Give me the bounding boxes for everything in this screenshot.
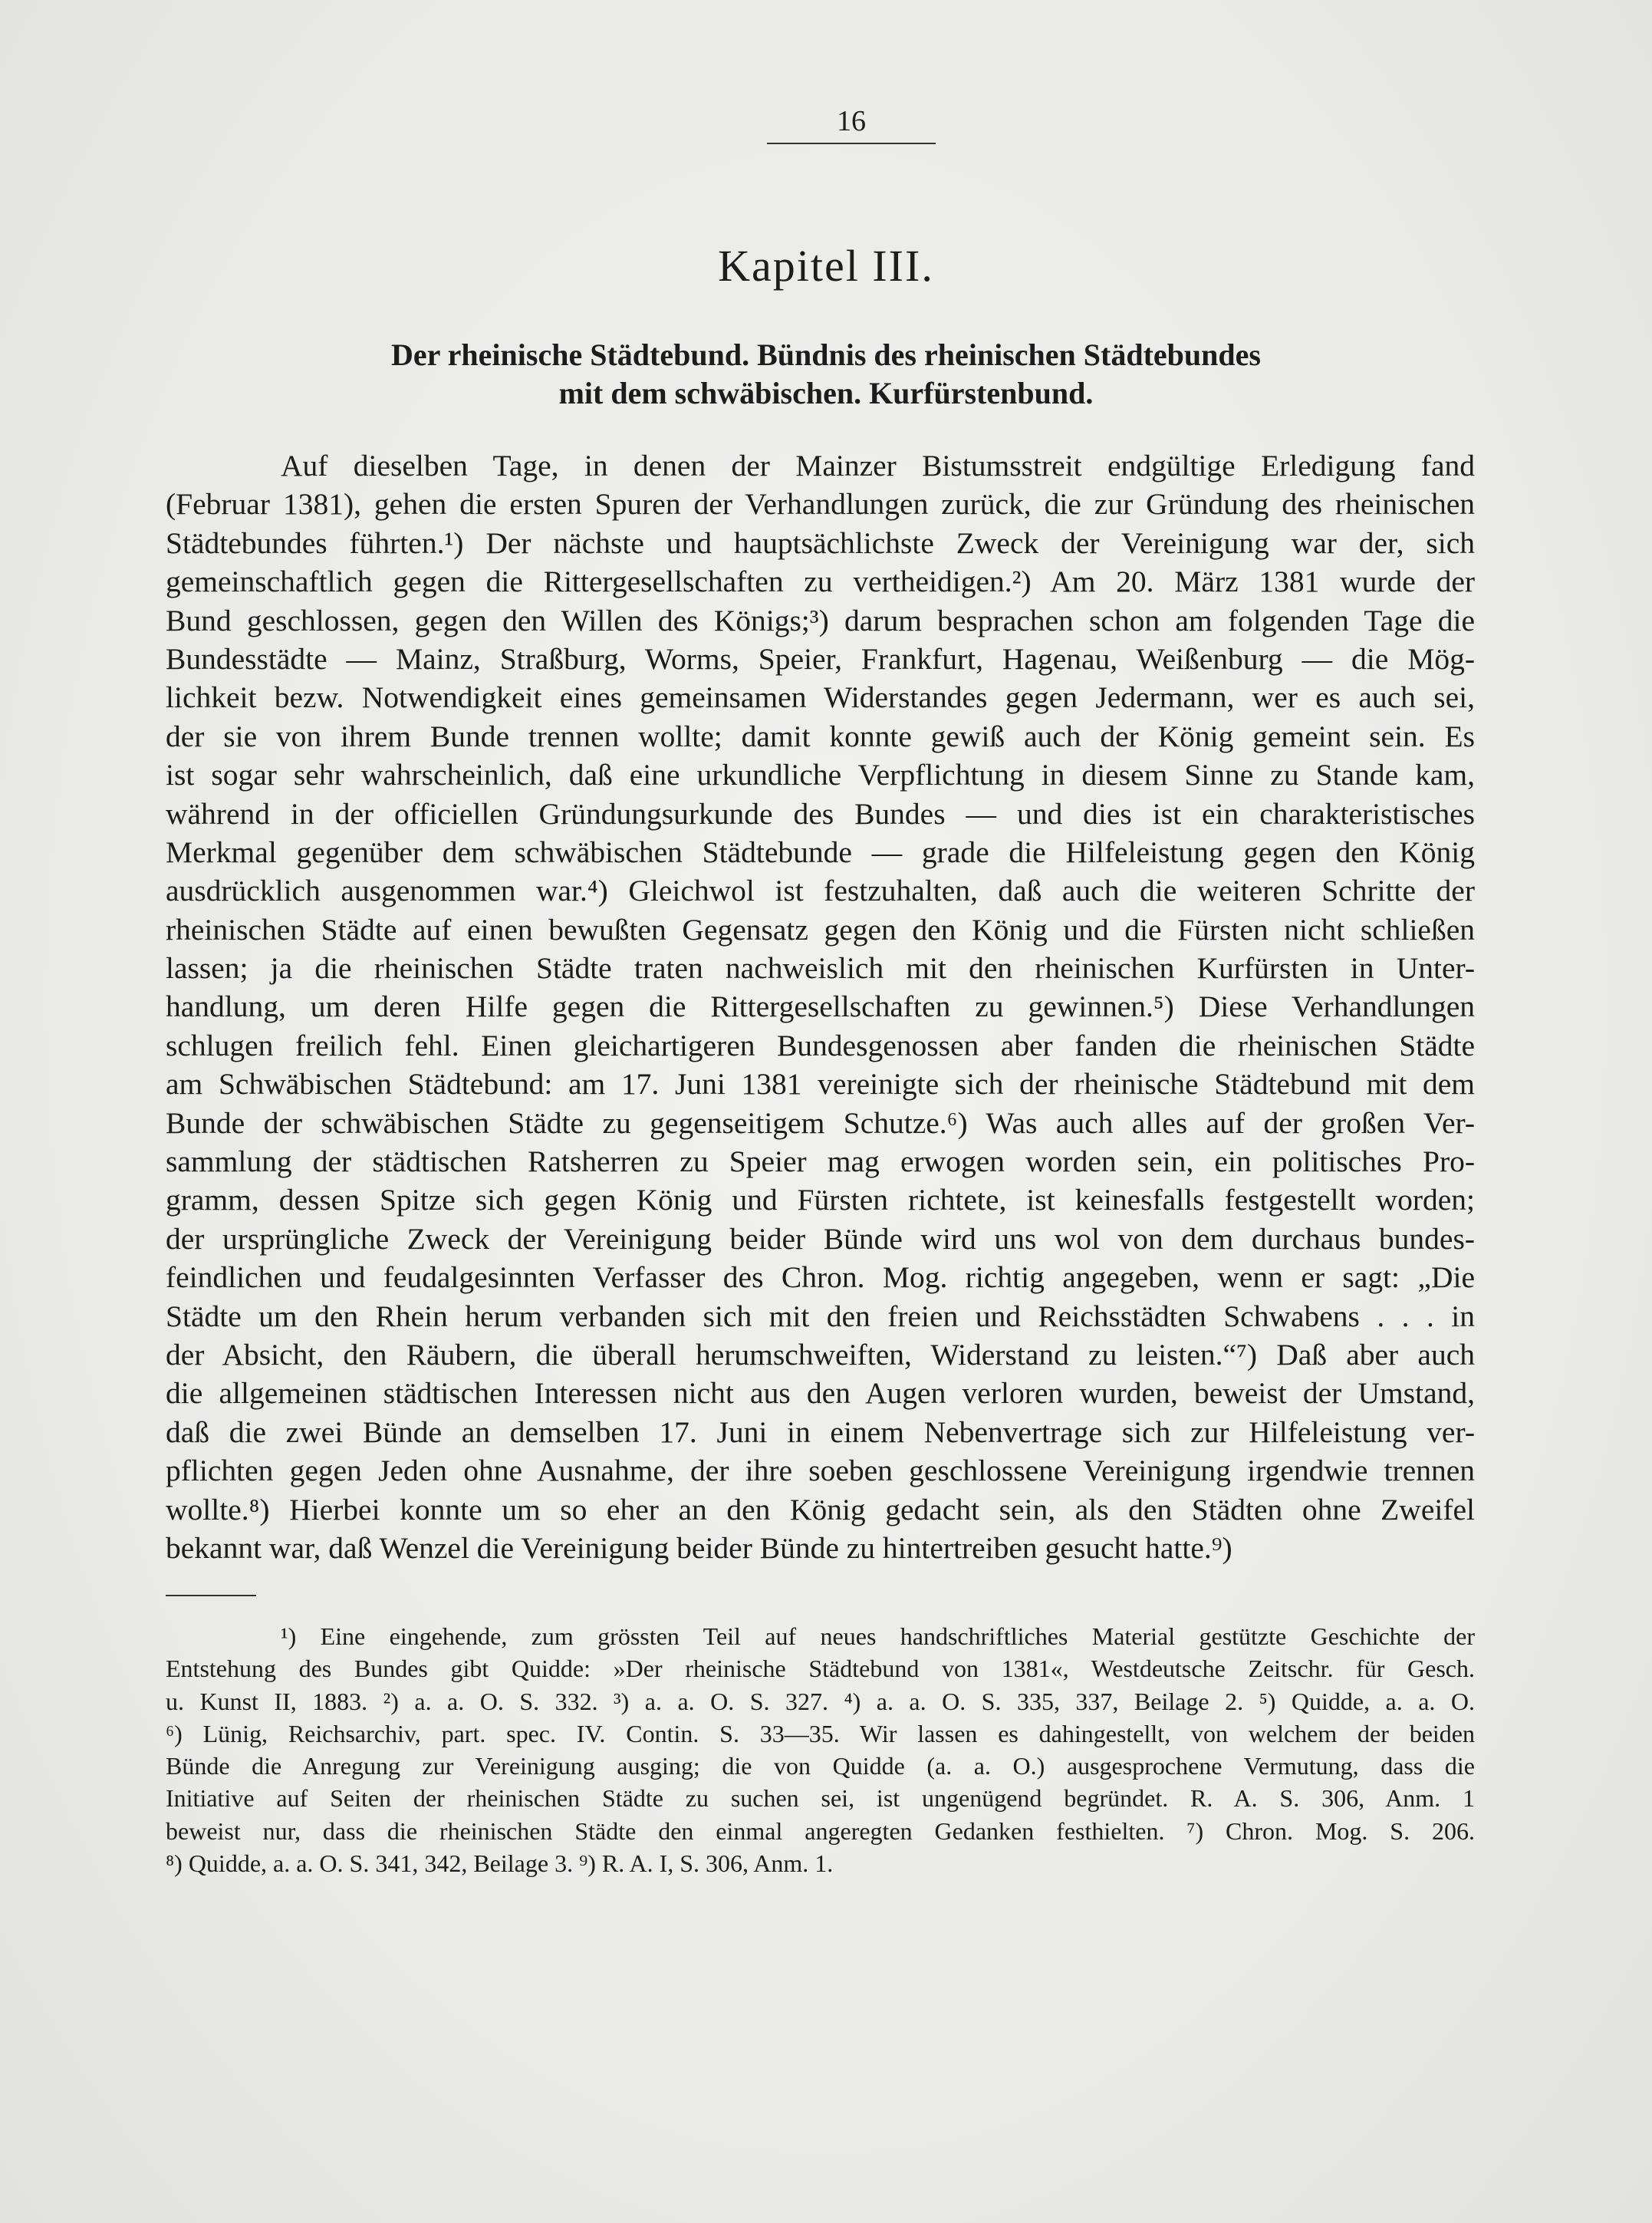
body-line: die allgemeinen städtischen Interessen nicht aus den Augen verloren wurden, beweist der Umstand,	[166, 1376, 1475, 1411]
body-line: ist sogar sehr wahrscheinlich, daß eine urkundliche Verpflichtung in diesem Sinne zu Stande kam,	[166, 758, 1475, 792]
body-line: rheinischen Städte auf einen bewußten Gegensatz gegen den König und die Fürsten nicht schließen	[166, 912, 1475, 947]
footnote-line: Bünde die Anregung zur Vereinigung ausging; die von Quidde (a. a. O.) ausgesprochene Vermutung, dass die	[166, 1752, 1475, 1780]
chapter-title: Kapitel III.	[718, 241, 934, 291]
body-line: handlung, um deren Hilfe gegen die Rittergesellschaften zu gewinnen.⁵) Diese Verhandlungen	[166, 990, 1475, 1024]
body-line: lichkeit bezw. Notwendigkeit eines gemeinsamen Widerstandes gegen Jedermann, wer es auch sei,	[166, 680, 1475, 715]
body-line: bekannt war, daß Wenzel die Vereinigung beider Bünde zu hintertreiben gesucht hatte.⁹)	[166, 1530, 1232, 1565]
body-line: Städtebundes führten.¹) Der nächste und hauptsächlichste Zweck der Vereinigung war der, sich	[166, 525, 1475, 560]
body-line: sammlung der städtischen Ratsherren zu Speier mag erwogen worden sein, ein politisches Pro-	[166, 1144, 1475, 1179]
footnote-divider	[166, 1595, 256, 1596]
body-line: während in der officiellen Gründungsurkunde des Bundes — und dies ist ein charakteristisches	[166, 796, 1475, 831]
body-line: Bund geschlossen, gegen den Willen des Königs;³) darum besprachen schon am folgenden Tage die	[166, 603, 1475, 637]
body-line: wollte.⁸) Hierbei konnte um so eher an den König gedacht sein, als den Städten ohne Zweifel	[166, 1492, 1475, 1526]
footnote-line: u. Kunst II, 1883. ²) a. a. O. S. 332. ³) a. a. O. S. 327. ⁴) a. a. O. S. 335, 337, Beilage 2. ⁵) Quidde, a. a. O.	[166, 1687, 1475, 1715]
footnote-line: Entstehung des Bundes gibt Quidde: »Der rheinische Städtebund von 1381«, Westdeutsche Zeitschr. für Gesch.	[166, 1655, 1475, 1683]
body-line: Städte um den Rhein herum verbanden sich mit den freien und Reichsstädten Schwabens . . . in	[166, 1299, 1475, 1333]
body-line: der sie von ihrem Bunde trennen wollte; damit konnte gewiß auch der König gemeint sein. Es	[166, 719, 1475, 753]
chapter-subtitle	[230, 336, 1422, 413]
body-line: der Absicht, den Räubern, die überall herumschweiften, Widerstand zu leisten.“⁷) Daß aber auch	[166, 1337, 1475, 1372]
body-line: gemeinschaftlich gegen die Rittergesellschaften zu vertheidigen.²) Am 20. März 1381 wurde der	[166, 565, 1475, 599]
body-line: Merkmal gegenüber dem schwäbischen Städtebunde — grade die Hilfeleistung gegen den König	[166, 835, 1475, 869]
body-line: lassen; ja die rheinischen Städte traten nachweislich mit den rheinischen Kurfürsten in Unter-	[166, 951, 1475, 986]
body-line: (Februar 1381), gehen die ersten Spuren der Verhandlungen zurück, die zur Gründung des rheinischen	[166, 487, 1475, 522]
body-line: ausdrücklich ausgenommen war.⁴) Gleichwol ist festzuhalten, daß auch die weiteren Schritte der	[166, 874, 1475, 908]
body-line: am Schwäbischen Städtebund: am 17. Juni 1381 vereinigte sich der rheinische Städtebund mit dem	[166, 1067, 1475, 1102]
body-line: der ursprüngliche Zweck der Vereinigung beider Bünde wird uns wol von dem durchaus bundes-	[166, 1221, 1475, 1256]
page-number: 16	[767, 104, 936, 144]
footnotes	[166, 1620, 1475, 1879]
body-line: schlugen freilich fehl. Einen gleichartigeren Bundesgenossen aber fanden die rheinischen Städte	[166, 1028, 1475, 1062]
subtitle-line: mit dem schwäbischen. Kurfürstenbund.	[558, 376, 1094, 410]
footnote-line: beweist nur, dass die rheinischen Städte den einmal angeregten Gedanken festhielten. ⁷) Chron. Mog. S. 206.	[166, 1816, 1475, 1845]
body-line: Bunde der schwäbischen Städte zu gegenseitigem Schutze.⁶) Was auch alles auf der großen Ver-	[166, 1105, 1475, 1140]
body-text	[166, 446, 1475, 1567]
footnote-line: ⁶) Lünig, Reichsarchiv, part. spec. IV. Contin. S. 33—35. Wir lassen es dahingestellt, von welchem der beiden	[166, 1719, 1475, 1747]
subtitle-line: Der rheinische Städtebund. Bündnis des rheinischen Städtebundes	[391, 338, 1261, 372]
body-line: pflichten gegen Jeden ohne Ausnahme, der ihre soeben geschlossene Vereinigung irgendwie trennen	[166, 1454, 1475, 1488]
footnote-line: Initiative auf Seiten der rheinischen Städte zu suchen sei, ist ungenügend begründet. R. A. S. 306, Anm. 1	[166, 1784, 1475, 1813]
body-line: daß die zwei Bünde an demselben 17. Juni in einem Nebenvertrage sich zur Hilfeleistung ver-	[166, 1414, 1475, 1449]
footnote-line: ⁸) Quidde, a. a. O. S. 341, 342, Beilage 3. ⁹) R. A. I, S. 306, Anm. 1.	[166, 1849, 834, 1878]
body-line: Auf dieselben Tage, in denen der Mainzer Bistumsstreit endgültige Erledigung fand	[281, 449, 1475, 482]
body-line: feindlichen und feudalgesinnten Verfasser des Chron. Mog. richtig angegeben, wenn er sagt: „Die	[166, 1260, 1475, 1295]
body-line: Bundesstädte — Mainz, Straßburg, Worms, Speier, Frankfurt, Hagenau, Weißenburg — die Mög-	[166, 641, 1475, 676]
body-line: gramm, dessen Spitze sich gegen König und Fürsten richtete, ist keinesfalls festgestellt worden;	[166, 1183, 1475, 1217]
footnote-line: ¹) Eine eingehende, zum grössten Teil auf neues handschriftliches Material gestützte Geschichte der	[281, 1622, 1475, 1650]
